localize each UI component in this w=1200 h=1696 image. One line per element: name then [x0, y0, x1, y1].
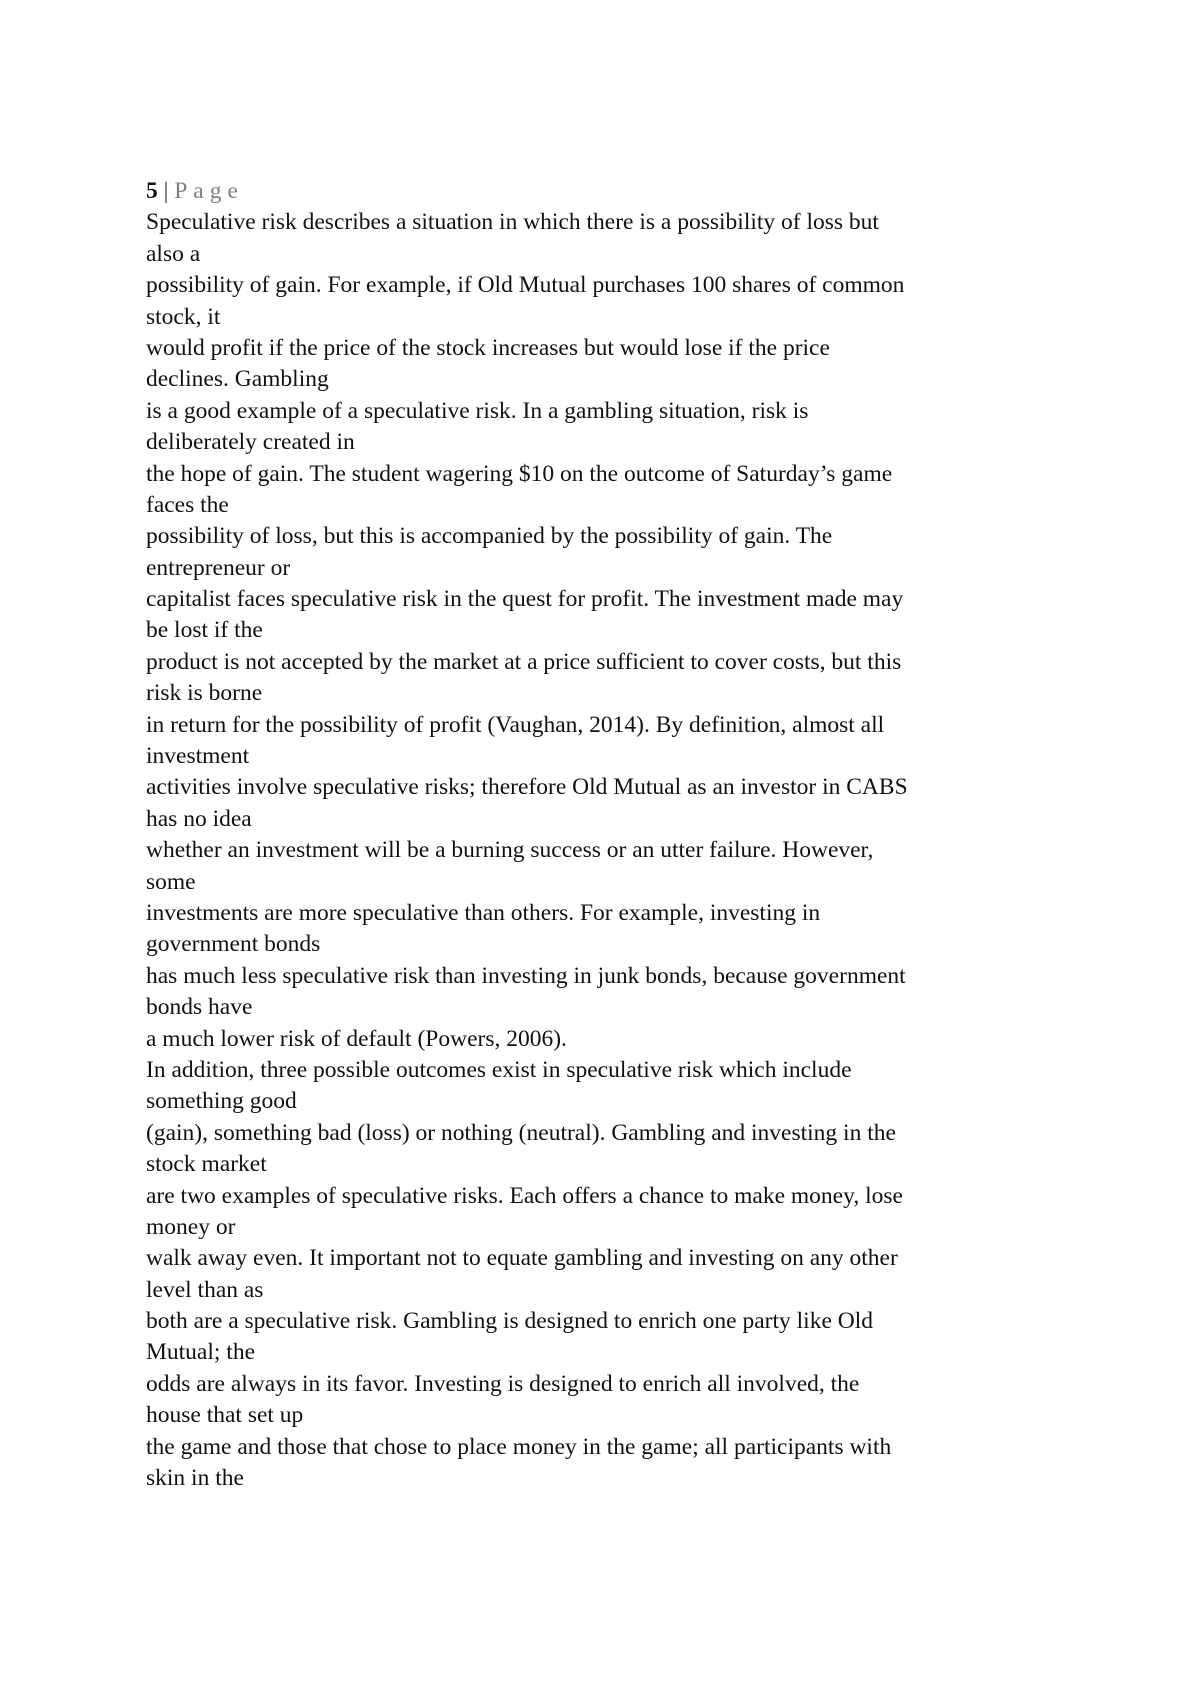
page-header: [146, 176, 1106, 207]
text-line: faces the: [146, 491, 229, 518]
text-line: something good: [146, 1088, 297, 1115]
text-line: the game and those that chose to place money in the game; all participants with: [146, 1433, 892, 1460]
text-line: level than as: [146, 1276, 264, 1303]
text-line: investments are more speculative than others. For example, investing in: [146, 899, 821, 926]
text-line: product is not accepted by the market at a price sufficient to cover costs, but this: [146, 648, 902, 675]
text-line: house that set up: [146, 1402, 304, 1429]
text-line: Mutual; the: [146, 1339, 255, 1366]
page-number: 5: [146, 178, 158, 204]
text-line: in return for the possibility of profit (Vaughan, 2014). By definition, almost all: [146, 711, 885, 738]
text-line: Speculative risk describes a situation in which there is a possibility of loss but: [146, 209, 879, 236]
document-body: [146, 176, 1106, 1494]
text-line: activities involve speculative risks; therefore Old Mutual as an investor in CABS: [146, 774, 908, 801]
text-line: investment: [146, 743, 250, 770]
text-line: is a good example of a speculative risk. In a gambling situation, risk is: [146, 397, 809, 424]
text-line: government bonds: [146, 931, 321, 958]
text-line: deliberately created in: [146, 429, 355, 456]
text-line: declines. Gambling: [146, 366, 329, 393]
text-line: stock, it: [146, 303, 221, 330]
text-line: possibility of gain. For example, if Old Mutual purchases 100 shares of common: [146, 272, 905, 299]
text-line: both are a speculative risk. Gambling is designed to enrich one party like Old: [146, 1308, 873, 1335]
text-line: are two examples of speculative risks. Each offers a chance to make money, lose: [146, 1182, 903, 1209]
text-line: possibility of loss, but this is accompanied by the possibility of gain. The: [146, 523, 833, 550]
text-line: has no idea: [146, 805, 252, 832]
text-line: the hope of gain. The student wagering $10 on the outcome of Saturday’s game: [146, 460, 893, 487]
text-line: skin in the: [146, 1465, 244, 1492]
text-line: some: [146, 868, 196, 895]
text-line: capitalist faces speculative risk in the quest for profit. The investment made may: [146, 586, 904, 613]
text-line: bonds have: [146, 994, 253, 1021]
text-line: be lost if the: [146, 617, 263, 644]
text-line: risk is borne: [146, 680, 263, 707]
text-line: entrepreneur or: [146, 554, 291, 581]
body-lines: [146, 207, 1106, 1494]
text-line: whether an investment will be a burning success or an utter failure. However,: [146, 837, 874, 864]
text-line: also a: [146, 240, 201, 267]
text-line: walk away even. It important not to equate gambling and investing on any other: [146, 1245, 898, 1272]
text-line: has much less speculative risk than investing in junk bonds, because government: [146, 962, 906, 989]
text-line: In addition, three possible outcomes exist in speculative risk which include: [146, 1056, 852, 1083]
text-line: stock market: [146, 1151, 267, 1178]
text-line: would profit if the price of the stock increases but would lose if the price: [146, 334, 830, 361]
page-separator: |: [157, 178, 175, 204]
text-line: (gain), something bad (loss) or nothing (neutral). Gambling and investing in the: [146, 1119, 896, 1146]
text-line: a much lower risk of default (Powers, 2006).: [146, 1025, 567, 1052]
text-line: money or: [146, 1213, 236, 1240]
text-line: odds are always in its favor. Investing is designed to enrich all involved, the: [146, 1370, 860, 1397]
page-label: Page: [174, 178, 244, 204]
